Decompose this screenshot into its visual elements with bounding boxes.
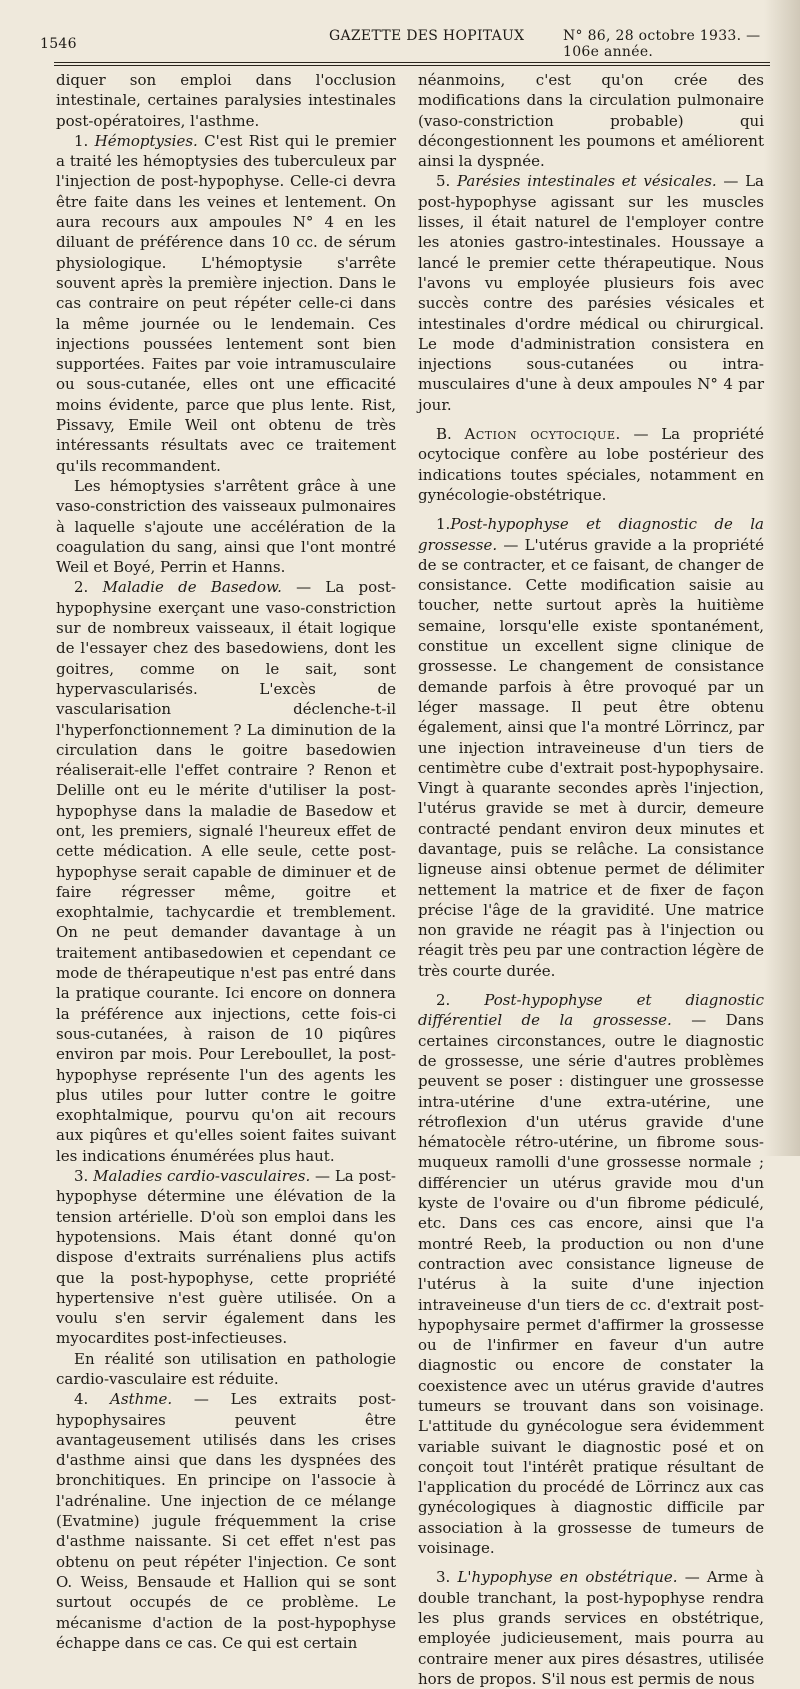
section-number: 2. (436, 991, 485, 1010)
section-heading: Post-hypophyse et diagnostic différentiel de la grossesse. (418, 991, 764, 1030)
section-cardio (56, 1166, 396, 1349)
section-number: 2. (74, 578, 103, 597)
section-heading: Parésies intestinales et vésicales. (457, 172, 717, 191)
left-column (56, 70, 396, 1653)
header-rule (54, 62, 770, 63)
section-action-ocytocique (418, 424, 764, 505)
header-rule-double (54, 65, 770, 66)
paragraph: En réalité son utilisation en pathologie cardio-vasculaire est réduite. (56, 1349, 396, 1388)
section-text: C'est Rist qui le premier a traité les hémoptysies des tuberculeux par l'injection de post-hypophyse. Celle-ci devra être faite dans les veines et lentement. On aura recours aux ampoules N° 4 en les diluant de préférence dans 10 cc. de sérum physiologique. L'hémoptysie s'arrête souvent après la première injection. Dans le cas contraire on peut répéter celle-ci dans la même journée ou le lendemain. Ces injections poussées lentement sont bien supportées. Faites par voie intramusculaire ou sous-cutanée, elles ont une efficacité moins évidente, parce que plus lente. Rist, Pissavy, Emile Weil ont obtenu de très intéressants résultats avec ce traitement qu'ils recommandent. (56, 131, 396, 475)
section-paresies (418, 171, 764, 415)
section-heading: Hémoptysies. (94, 131, 198, 150)
section-text: — L'utérus gravide a la propriété de se contracter, et ce faisant, de changer de consistance. Cette modification saisie au toucher, nette surtout après la huitième semaine, lorsqu'elle existe spontanément, constitue un excellent signe clinique de grossesse. Le changement de consistance demande parfois à être provoqué par un léger massage. Il peut être obtenu également, ainsi que l'a montré Lörrincz, par une injection intraveineuse d'un tiers de centimètre cube d'extrait post-hypophysaire. Vingt à quarante secondes après l'injection, l'utérus gravide se met à durcir, demeure contracté pendant environ deux minutes et davantage, puis se relâche. La consistance ligneuse ainsi obtenue permet de délimiter nettement la matrice et de fixer de façon précise l'âge de la gravidité. Une matrice non gravide ne réagit pas à l'injection ou réagit très peu par une contraction légère de très courte durée. (418, 535, 764, 980)
section-text: — La post-hypophysine exerçant une vaso-constriction sur de nombreux vaisseaux, il était logique de l'essayer chez des basedowiens, dont les goitres, comme on le sait, sont hypervascularisés. L'excès de vascularisation déclenche-t-il l'hyperfonctionnement ? La diminution de la circulation dans le goitre basedowien réaliserait-elle l'effet contraire ? Renon et Delille ont eu le mérite d'utiliser la post-hypophyse dans la maladie de Basedow et ont, les premiers, signalé l'heureux effet de cette médication. A elle seule, cette post-hypophyse serait capable de diminuer et de faire régresser même, goitre et exophtalmie, tachycardie et tremblement. On ne peut demander davantage à un traitement antibasedowien et cependant ce mode de thérapeutique n'est pas entré dans la pratique courante. Ici encore on donnera la préférence aux injections, cette fois-ci sous-cutanées, à raison de 10 piqûres environ par mois. Pour Lereboullet, la post-hypophyse représente l'un des agents les plus utiles pour lutter contre le goitre exophtalmique, pourvu qu'on ait recours aux piqûres et qu'elles soient faites suivant les indications énumérées plus haut. (56, 578, 396, 1165)
section-number: 5. (436, 172, 458, 191)
section-heading: L'hypophyse en obstétrique. (457, 1568, 678, 1587)
section-number: 4. (74, 1390, 111, 1409)
section-heading: Asthme. (110, 1390, 173, 1409)
section-basedow (56, 577, 396, 1166)
right-column (418, 70, 764, 1689)
paragraph: néanmoins, c'est qu'on crée des modifications dans la circulation pulmonaire (vaso-constriction probable) qui décongestionnent les poumons et améliorent ainsi la dyspnée. (418, 71, 764, 171)
section-number: B. (436, 425, 465, 444)
section-text: — Dans certaines circonstances, outre le diagnostic de grossesse, une série d'autres problèmes peuvent se poser : distinguer une grossesse intra-utérine d'une extra-utérine, une rétroflexion d'un utérus gravide d'une hématocèle rétro-utérine, un fibrome sous-muqueux ramolli d'une grossesse normale ; différencier un utérus gravide mou d'un kyste de l'ovaire ou d'un fibrome pédiculé, etc. Dans ces cas encore, ainsi que l'a montré Reeb, la production ou non d'une contraction avec consistance ligneuse de l'utérus à la suite d'une injection intraveineuse d'un tiers de cc. d'extrait post-hypophysaire permet d'affirmer la grossesse ou de l'infirmer en faveur d'un autre diagnostic ou encore de constater la coexistence avec un utérus gravide d'autres tumeurs se trouvant dans son voisinage. L'attitude du gynécologue sera évidemment variable suivant le diagnostic posé et on conçoit tout l'intérêt pratique résultant de l'application du procédé de Lörrincz aux cas gynécologiques à diagnostic difficile par association à la grossesse de tumeurs de voisinage. (418, 1011, 764, 1558)
section-number: 3. (436, 1568, 458, 1587)
section-number: 3. (74, 1167, 94, 1186)
section-text: — Arme à double tranchant, la post-hypophyse rendra les plus grands services en obstétrique, employée judicieusement, mais pourra au contraire mener aux pires désastres, utilisée hors de propos. S'il nous est permis de nous (418, 1568, 764, 1688)
page-number: 1546 (40, 36, 77, 52)
section-obstetrique (418, 1567, 764, 1689)
page-edge-shadow (764, 0, 800, 1156)
section-text: — La post-hypophyse agissant sur les muscles lisses, il était naturel de l'employer contre les atonies gastro-intestinales. Houssaye a lancé le premier cette thérapeutique. Nous l'avons vu employée plusieurs fois avec succès contre des parésies vésicales et intestinales d'ordre médical ou chirurgical. Le mode d'administration consistera en injections sous-cutanées ou intra-musculaires d'une à deux ampoules N° 4 par jour. (418, 172, 764, 414)
paragraph: Les hémoptysies s'arrêtent grâce à une vaso-constriction des vaisseaux pulmonaires à laquelle s'ajoute une accélération de la coagulation du sang, ainsi que l'ont montré Weil et Boyé, Perrin et Hanns. (56, 476, 396, 577)
section-number: 1. (74, 131, 95, 150)
section-heading: Action ocytocique. (464, 425, 621, 444)
paragraph: diquer son emploi dans l'occlusion intestinale, certaines paralysies intestinales post-opératoires, l'asthme. (56, 71, 396, 130)
section-text: — La propriété ocytocique confère au lobe postérieur des indications toutes spéciales, notamment en gynécologie-obstétrique. (418, 425, 765, 504)
section-hemoptysies (56, 131, 396, 476)
journal-title: GAZETTE DES HOPITAUX (329, 28, 525, 44)
section-heading: Maladies cardio-vasculaires. (93, 1167, 311, 1186)
issue-info: N° 86, 28 octobre 1933. — 106e année. (563, 28, 761, 60)
section-heading: Post-hypophyse et diagnostic de la grossesse. (418, 515, 764, 554)
section-diagnostic-differentiel (418, 990, 764, 1558)
section-diagnostic-grossesse (418, 514, 764, 981)
page-header (40, 28, 765, 60)
section-asthme (56, 1389, 396, 1653)
section-heading: Maladie de Basedow. (102, 578, 282, 597)
section-text: — La post-hypophyse détermine une élévation de la tension artérielle. D'où son emploi dans les hypotensions. Mais étant donné qu'on dispose d'extraits surrénaliens plus actifs que la post-hypophyse, cette propriété hypertensive n'est guère utilisée. On a voulu s'en servir également dans les myocardites post-infectieuses. (56, 1167, 396, 1348)
section-text: — Les extraits post-hypophysaires peuvent être avantageusement utilisés dans les crises d'asthme ainsi que dans les dyspnées des bronchitiques. En principe on l'associe à l'adrénaline. Une injection de ce mélange (Evatmine) jugule fréquemment la crise d'asthme naissante. Si cet effet n'est pas obtenu on peut répéter l'injection. Ce sont O. Weiss, Bensaude et Hallion qui se sont surtout occupés de ce problème. Le mécanisme d'action de la post-hypophyse échappe dans ce cas. Ce qui est certain (56, 1390, 396, 1652)
section-number: 1. (436, 515, 451, 534)
